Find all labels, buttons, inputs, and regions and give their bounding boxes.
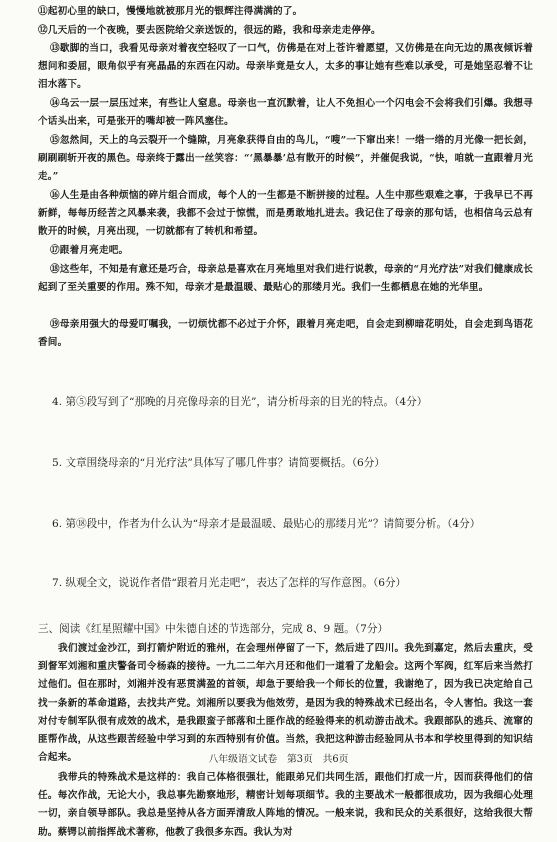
paragraph-18: ⑱这些年，不知是有意还是巧合，母亲总是喜欢在月亮地里对我们进行说教，母亲的“月光疗法”对我们健康成长起到了至关重要的作用。殊不知，母亲才是最温暖、最贴心的那缕月光。我们一生都栖息在她的光华里。 [38, 264, 533, 294]
paragraph-16: ⑯人生是由各种烦恼的碎片组合而成，每个人的一生都是不断拼接的过程。人生中那些艰难之事，于我早已不再新鲜，每每历经苦之风暴来袭，我都不会过于惊慌，而是勇敢地扎进去。我记住了母亲的那句话，也相信乌云总有散开的时候，月亮出现，一切就都有了转机和希望。 [38, 190, 533, 238]
paragraph-19: ⑲母亲用强大的母爱叮嘱我，一切烦忧都不必过于介怀，跟着月亮走吧，自会走到柳暗花明处，自会走到鸟语花香间。 [38, 319, 533, 349]
paragraph-14: ⑭乌云一层一层压过来，有些让人窒息。母亲也一直沉默着，让人不免担心一个闪电会不会将我们引爆。我想寻个话头出来，可是张开的嘴却被一阵风塞住。 [38, 98, 533, 128]
section-3-heading: 三、阅读《红星照耀中国》中朱德自述的节选部分，完成 8、9 题。（7分） [38, 623, 389, 635]
paragraph-15: ⑮忽然间，天上的乌云裂开一个缝隙，月亮象获得自由的鸟儿，“嗖”一下窜出来！一绺一绺的月光像一把长剑，刷刷刷斩开夜的黑色。母亲终于露出一丝笑容：“‘黑暴暴’总有散开的时候”，并催促我说，“快，咱就一直跟着月光走。” [38, 135, 533, 183]
page-footer: 八年级语文试卷 第3页 共6页 [208, 754, 349, 765]
question-5: 5. 文章围绕母亲的“月光疗法”具体写了哪几件事？请简要概括。（6分） [52, 457, 385, 469]
question-6: 6. 第⑱段中，作者为什么认为“母亲才是最温暖、最贴心的那缕月光”？请简要分析。（4分） [52, 518, 481, 530]
paragraph-17: ⑰跟着月亮走吧。 [50, 245, 129, 256]
question-7: 7. 纵观全文，说说作者借“跟着月光走吧”，表达了怎样的写作意图。（6分） [52, 577, 407, 589]
paragraph-12: ⑫几天后的一个夜晚，要去医院给父亲送饭的，很远的路，我和母亲走走停停。 [38, 25, 381, 36]
paragraph-11: ⑪起初心里的缺口，慢慢地就被那月光的银辉注得满满的了。 [38, 6, 303, 17]
question-4: 4. 第⑤段写到了“那晚的月亮像母亲的目光”，请分析母亲的目光的特点。（4分） [52, 396, 428, 408]
section-3-passage-1: 我们渡过金沙江，到打箭炉附近的雅州，在会理州停留了一下，然后进了四川。我先到嘉定，然后去重庆，受到督军刘湘和重庆警备司令杨森的接待。一九二二年六月还和他们一道看了龙船会。这两个军阀，红军后来当然打过他们。但在那时，刘湘并没有恶贯满盈的首领，却急于要给我一个师长的位置，我谢绝了，因为我已决定给自己找一条新的革命道路，去找共产党。刘湘所以要我为他效劳，是因为我的特殊战术已经出名，令人害怕。我这一套对付专制军队很有成效的战术，是我跟蛮子部落和土匪作战的经验得来的机动游击战术。我跟部队的逃兵、流窜的匪帮作战，从这些跟苦经验中学习到的东西特别有价值。当然，我把这种游击经验同从书本和学校里得到的知识结合起来。 [38, 643, 533, 764]
paragraph-13: ⑬歇脚的当口，我看见母亲对着夜空轻叹了一口气，仿佛是在对上苍许着愿望，又仿佛是在向无边的黑夜倾诉着想问和委屈，眼角似乎有亮晶晶的东西在闪动。母亲毕竟是女人，太多的事让她有些难以承受，可是她坚忍着不让泪水落下。 [38, 43, 533, 91]
section-3-passage-2: 我带兵的特殊战术是这样的：我自己体格很强壮，能跟弟兄们共同生活，跟他们打成一片，因而获得他们的信任。每次作战，无论大小，我总事先勘察地形，精密计划每项细节。我的主要战术一般都很成功，因为我细心处理一切，亲自领导部队。我总是坚持从各方面弄清敌人阵地的情况。一般来说，我和民众的关系很好，这给我很大帮助。蔡锷以前指挥战术著称，他教了我很多东西。我认为对 [38, 772, 533, 838]
